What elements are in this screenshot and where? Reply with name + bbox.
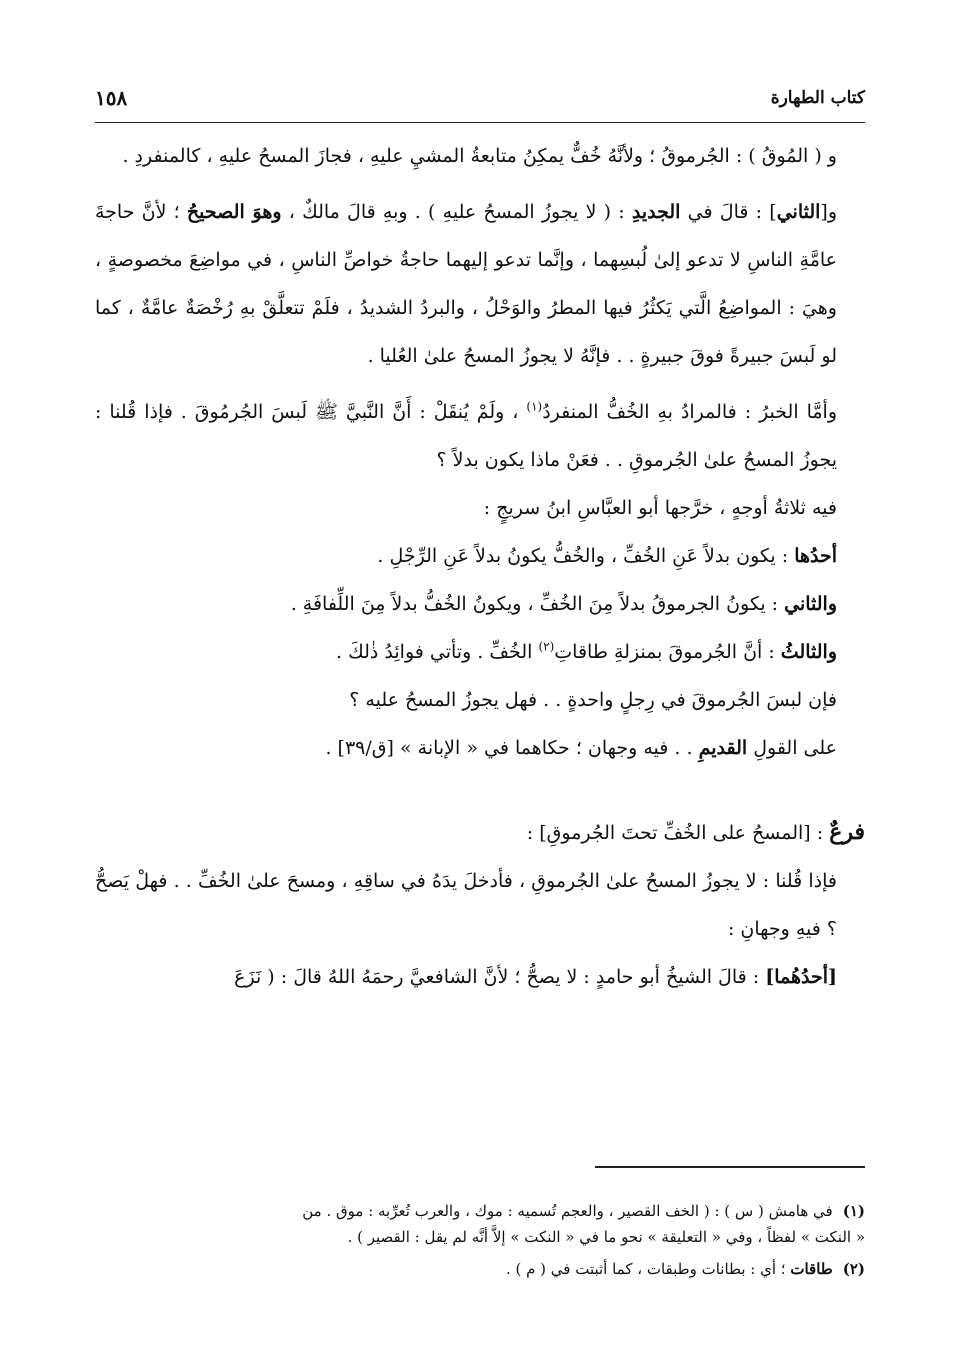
footnote-2 <box>95 1256 865 1282</box>
footnote-1 <box>95 1198 865 1250</box>
paragraph-old-opinion <box>95 724 865 772</box>
text-run: : ( لا يجوزُ المسحُ عليهِ ) . وبهِ قالَ مالكٌ ، <box>281 201 632 223</box>
bold-label: أحدُها <box>794 545 837 567</box>
spacer <box>95 180 865 188</box>
bold-ruling: وهوَ الصحيحُ <box>186 201 282 223</box>
paragraph-third-aspect <box>95 628 865 676</box>
footnote-text: « النكت » لفظاً ، وفي « التعليقة » نحو ما في « النكت » إلاَّ أنَّه لم يقل : القصير ) . <box>347 1228 865 1246</box>
paragraph-first-view <box>95 953 865 1001</box>
paragraph-second-opinion <box>95 188 865 380</box>
footnote-number: (١) <box>842 1202 865 1220</box>
text-run: ، ولَمْ يُنقَلْ : أَنَّ النَّبيَّ ﷺ لَبسَ الجُرمُوقَ . فإذا قُلنا : يجوزُ المسحُ علىٰ الجُرموقِ . . فعَنْ ماذا يكون بدلاً ؟ <box>95 401 837 471</box>
paragraph-text: فإذا قُلنا : لا يجوزُ المسحُ علىٰ الجُرموقِ ، فأدخلَ يدَهُ في ساقِهِ ، ومسحَ علىٰ الخُفِّ . . فهلْ يَصحُّ ؟ فيهِ وجهانِ : <box>95 870 837 940</box>
bold-label: [أحدُهُما] <box>765 966 837 988</box>
bold-label: الثاني <box>776 201 821 223</box>
paragraph-khabar <box>95 388 865 484</box>
paragraph-first-aspect <box>95 532 865 580</box>
bold-label: والثاني <box>784 593 837 615</box>
spacer <box>95 772 865 808</box>
paragraph-text: فإن لبسَ الجُرموقَ في رِجلٍ واحدةٍ . . فهل يجوزُ المسحُ عليه ؟ <box>349 689 837 711</box>
text-run: . . فيه وجهان ؛ حكاهما في « الإبانة » [ق/٣٩] . <box>325 737 699 759</box>
footnote-term: طاقات <box>790 1260 833 1278</box>
text-run: : قالَ الشيخُ أبو حامدٍ : لا يصحُّ ؛ لأنَّ الشافعيَّ رحمَهُ اللهُ قالَ : ( نَزَعَ <box>234 966 766 988</box>
chapter-title: كتاب الطهارة <box>770 88 865 108</box>
section-heading-far <box>95 808 865 857</box>
text-run: : أنَّ الجُرموقَ بمنزلةِ طاقاتِ <box>554 641 781 663</box>
paragraph-one-foot <box>95 676 865 724</box>
page-number: ١٥٨ <box>95 86 128 110</box>
text-run: ] : قالَ في <box>680 201 777 223</box>
paragraph-mooq <box>95 132 865 180</box>
paragraph-text: فيه ثلاثةُ أوجهٍ ، خرَّجها أبو العبَّاسِ ابنُ سريجٍ : <box>483 497 837 519</box>
text-run: على القولِ <box>747 737 837 759</box>
text-run: الخُفِّ . وتأتي فوائِدُ ذٰلكَ . <box>336 641 539 663</box>
paragraph-hand-in-leg <box>95 857 865 953</box>
footnote-text: في هامش ( س ) : ( الخف القصير ، والعجم تُسميه : موك ، والعرب تُعرِّبه : موق . من <box>302 1202 833 1220</box>
header-rule <box>95 122 865 123</box>
paragraph-text: و ( المُوقُ ) : الجُرموقُ ؛ ولأنَّهُ خُفٌّ يمكِنُ متابعةُ المشيِ عليهِ ، فجازَ المسحُ عليهِ ، كالمنفردِ . <box>122 145 837 167</box>
paragraph-second-aspect <box>95 580 865 628</box>
text-run: : يكونُ الجرموقُ بدلاً مِنَ الخُفِّ ، ويكونُ الخُفُّ بدلاً مِنَ اللِّفافَةِ . <box>290 593 785 615</box>
text-run: وأمَّا الخبرُ : فالمرادُ بهِ الخُفُّ المنفردُ <box>542 401 838 423</box>
spacer <box>95 380 865 388</box>
far-label: فرعٌ <box>829 819 865 845</box>
footnotes <box>95 1198 865 1288</box>
section-title: : [المسحُ على الخُفِّ تحتَ الجُرموقِ] : <box>526 822 830 844</box>
main-text <box>95 132 865 1001</box>
text-run: و[ <box>820 201 838 223</box>
bold-label: والثالثُ <box>780 641 837 663</box>
bold-term: القديمِ <box>698 737 748 759</box>
bold-term: الجديدِ <box>631 201 681 223</box>
footnote-ref-2[interactable]: (٢) <box>538 639 555 654</box>
paragraph-three-aspects <box>95 484 865 532</box>
footnote-number: (٢) <box>842 1260 865 1278</box>
footnote-rule <box>595 1166 865 1168</box>
text-run: : يكون بدلاً عَنِ الخُفِّ ، والخُفُّ يكونُ بدلاً عَنِ الرِّجْلِ . <box>377 545 795 567</box>
running-header <box>95 86 865 116</box>
text-run: ؛ لأنَّ حاجةَ عامَّةِ الناسِ لا تدعو إلىٰ لُبسِهما ، وإنَّما تدعو إليهما حاجةُ خواصِّ الناسِ ، في مواضِعَ مخصوصةٍ ، وهيَ : المواضِعُ الَّتي يَكثُرُ فيها المطرُ والوَحْلُ ، والبردُ الشديدُ ، فلَمْ تتعلَّقْ بهِ رُخْصَةٌ عامَّةٌ ، كما لو لَبسَ جبيرةً فوقَ جبيرةٍ . . فإنَّهُ لا يجوزُ المسحُ علىٰ العُليا . <box>95 201 837 367</box>
footnote-ref-1[interactable]: (١) <box>526 399 543 414</box>
footnote-text: ؛ أي : بطانات وطبقات ، كما أثبتت في ( م ) . <box>505 1260 791 1278</box>
